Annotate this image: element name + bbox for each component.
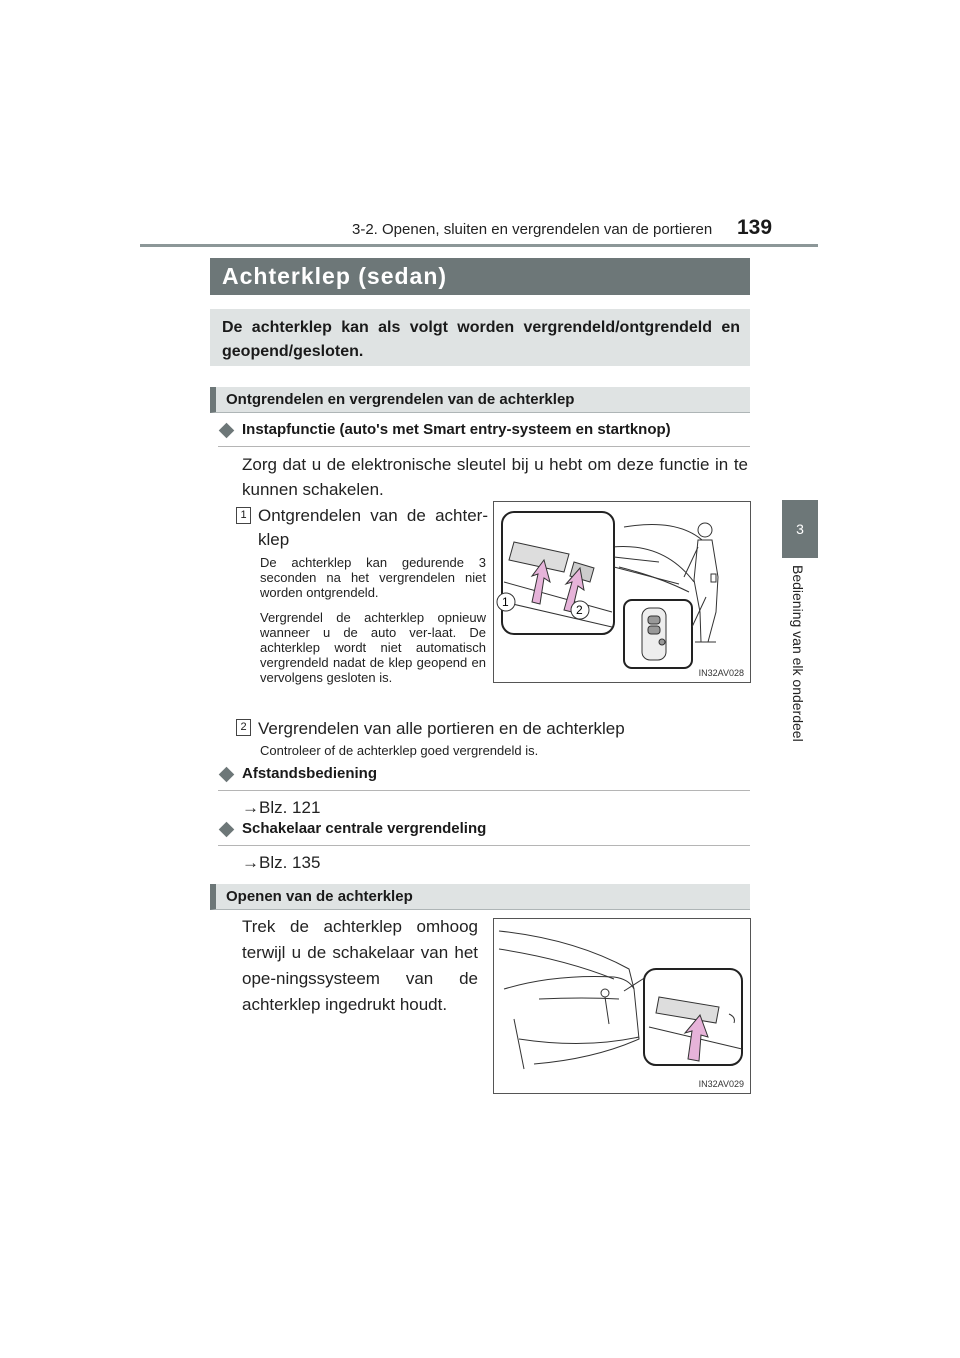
step-title-line1: Ontgrendelen van de achter- <box>258 506 488 525</box>
intro-box <box>210 309 750 366</box>
open-instruction: Trek de achterklep omhoog terwijl u de schakelaar van het ope-ningssysteem van de achterklep ingedrukt houdt. <box>242 917 478 1014</box>
intro-text: De achterklep kan als volgt worden vergrendeld/ontgrendeld en geopend/gesloten. <box>222 319 740 360</box>
step-note: Controleer of de achterklep goed vergrendeld is. <box>260 743 539 758</box>
diamond-bullet-icon <box>219 822 235 838</box>
callout-1: 1 <box>502 595 509 609</box>
title-bar <box>210 258 750 295</box>
diamond-bullet-icon <box>219 767 235 783</box>
bullet-heading-central-lock <box>218 821 750 846</box>
bullet-title: Schakelaar centrale vergrendeling <box>242 820 487 837</box>
callout-2: 2 <box>576 603 583 617</box>
section-heading-text: Openen van de achterklep <box>226 888 413 905</box>
chapter-label: Bediening van elk onderdeel <box>790 565 806 742</box>
header-divider <box>140 244 818 247</box>
figure-smart-entry <box>493 501 751 683</box>
step-note: Vergrendel de achterklep opnieuw wanneer u de auto ver-laat. De achterklep wordt niet automatisch vergrendeld nadat de klep geopend en vervolgens gesloten is. <box>260 610 486 685</box>
section-heading-unlock <box>210 387 750 413</box>
chapter-tab[interactable]: 3 <box>782 500 818 558</box>
chapter-label-wrap <box>774 565 822 765</box>
figure-code: IN32AV028 <box>698 668 744 678</box>
page-reference-link[interactable]: →Blz. 121 <box>242 798 321 817</box>
figure-code: IN32AV029 <box>698 1079 744 1089</box>
step-note: De achterklep kan gedurende 3 seconden na het vergrendelen niet worden ontgrendeld. <box>260 555 486 600</box>
bullet-title: Instapfunctie (auto's met Smart entry-systeem en startknop) <box>242 421 671 438</box>
figure-open-tailgate <box>493 918 751 1094</box>
page-number: 139 <box>737 216 773 239</box>
page-title: Achterklep (sedan) <box>222 263 448 289</box>
tailgate-switch-illustration <box>494 919 750 1093</box>
diamond-bullet-icon <box>219 423 235 439</box>
section-heading-text: Ontgrendelen en vergrendelen van de achterklep <box>226 391 575 408</box>
step-title: Vergrendelen van alle portieren en de achterklep <box>258 719 625 738</box>
bullet-heading-remote <box>218 766 750 791</box>
section-heading-open <box>210 884 750 910</box>
tailgate-smart-key-illustration <box>494 502 750 682</box>
section-breadcrumb: 3-2. Openen, sluiten en vergrendelen van de portieren <box>352 221 713 238</box>
entry-instruction: Zorg dat u de elektronische sleutel bij u hebt om deze functie in te kunnen schakelen. <box>242 455 748 499</box>
step-title-line2: klep <box>258 530 290 549</box>
bullet-title: Afstandsbediening <box>242 765 378 782</box>
bullet-heading-entry <box>218 422 750 447</box>
step-number: 2 <box>236 719 251 736</box>
page-reference-link[interactable]: →Blz. 135 <box>242 853 321 872</box>
step-number: 1 <box>236 507 251 524</box>
